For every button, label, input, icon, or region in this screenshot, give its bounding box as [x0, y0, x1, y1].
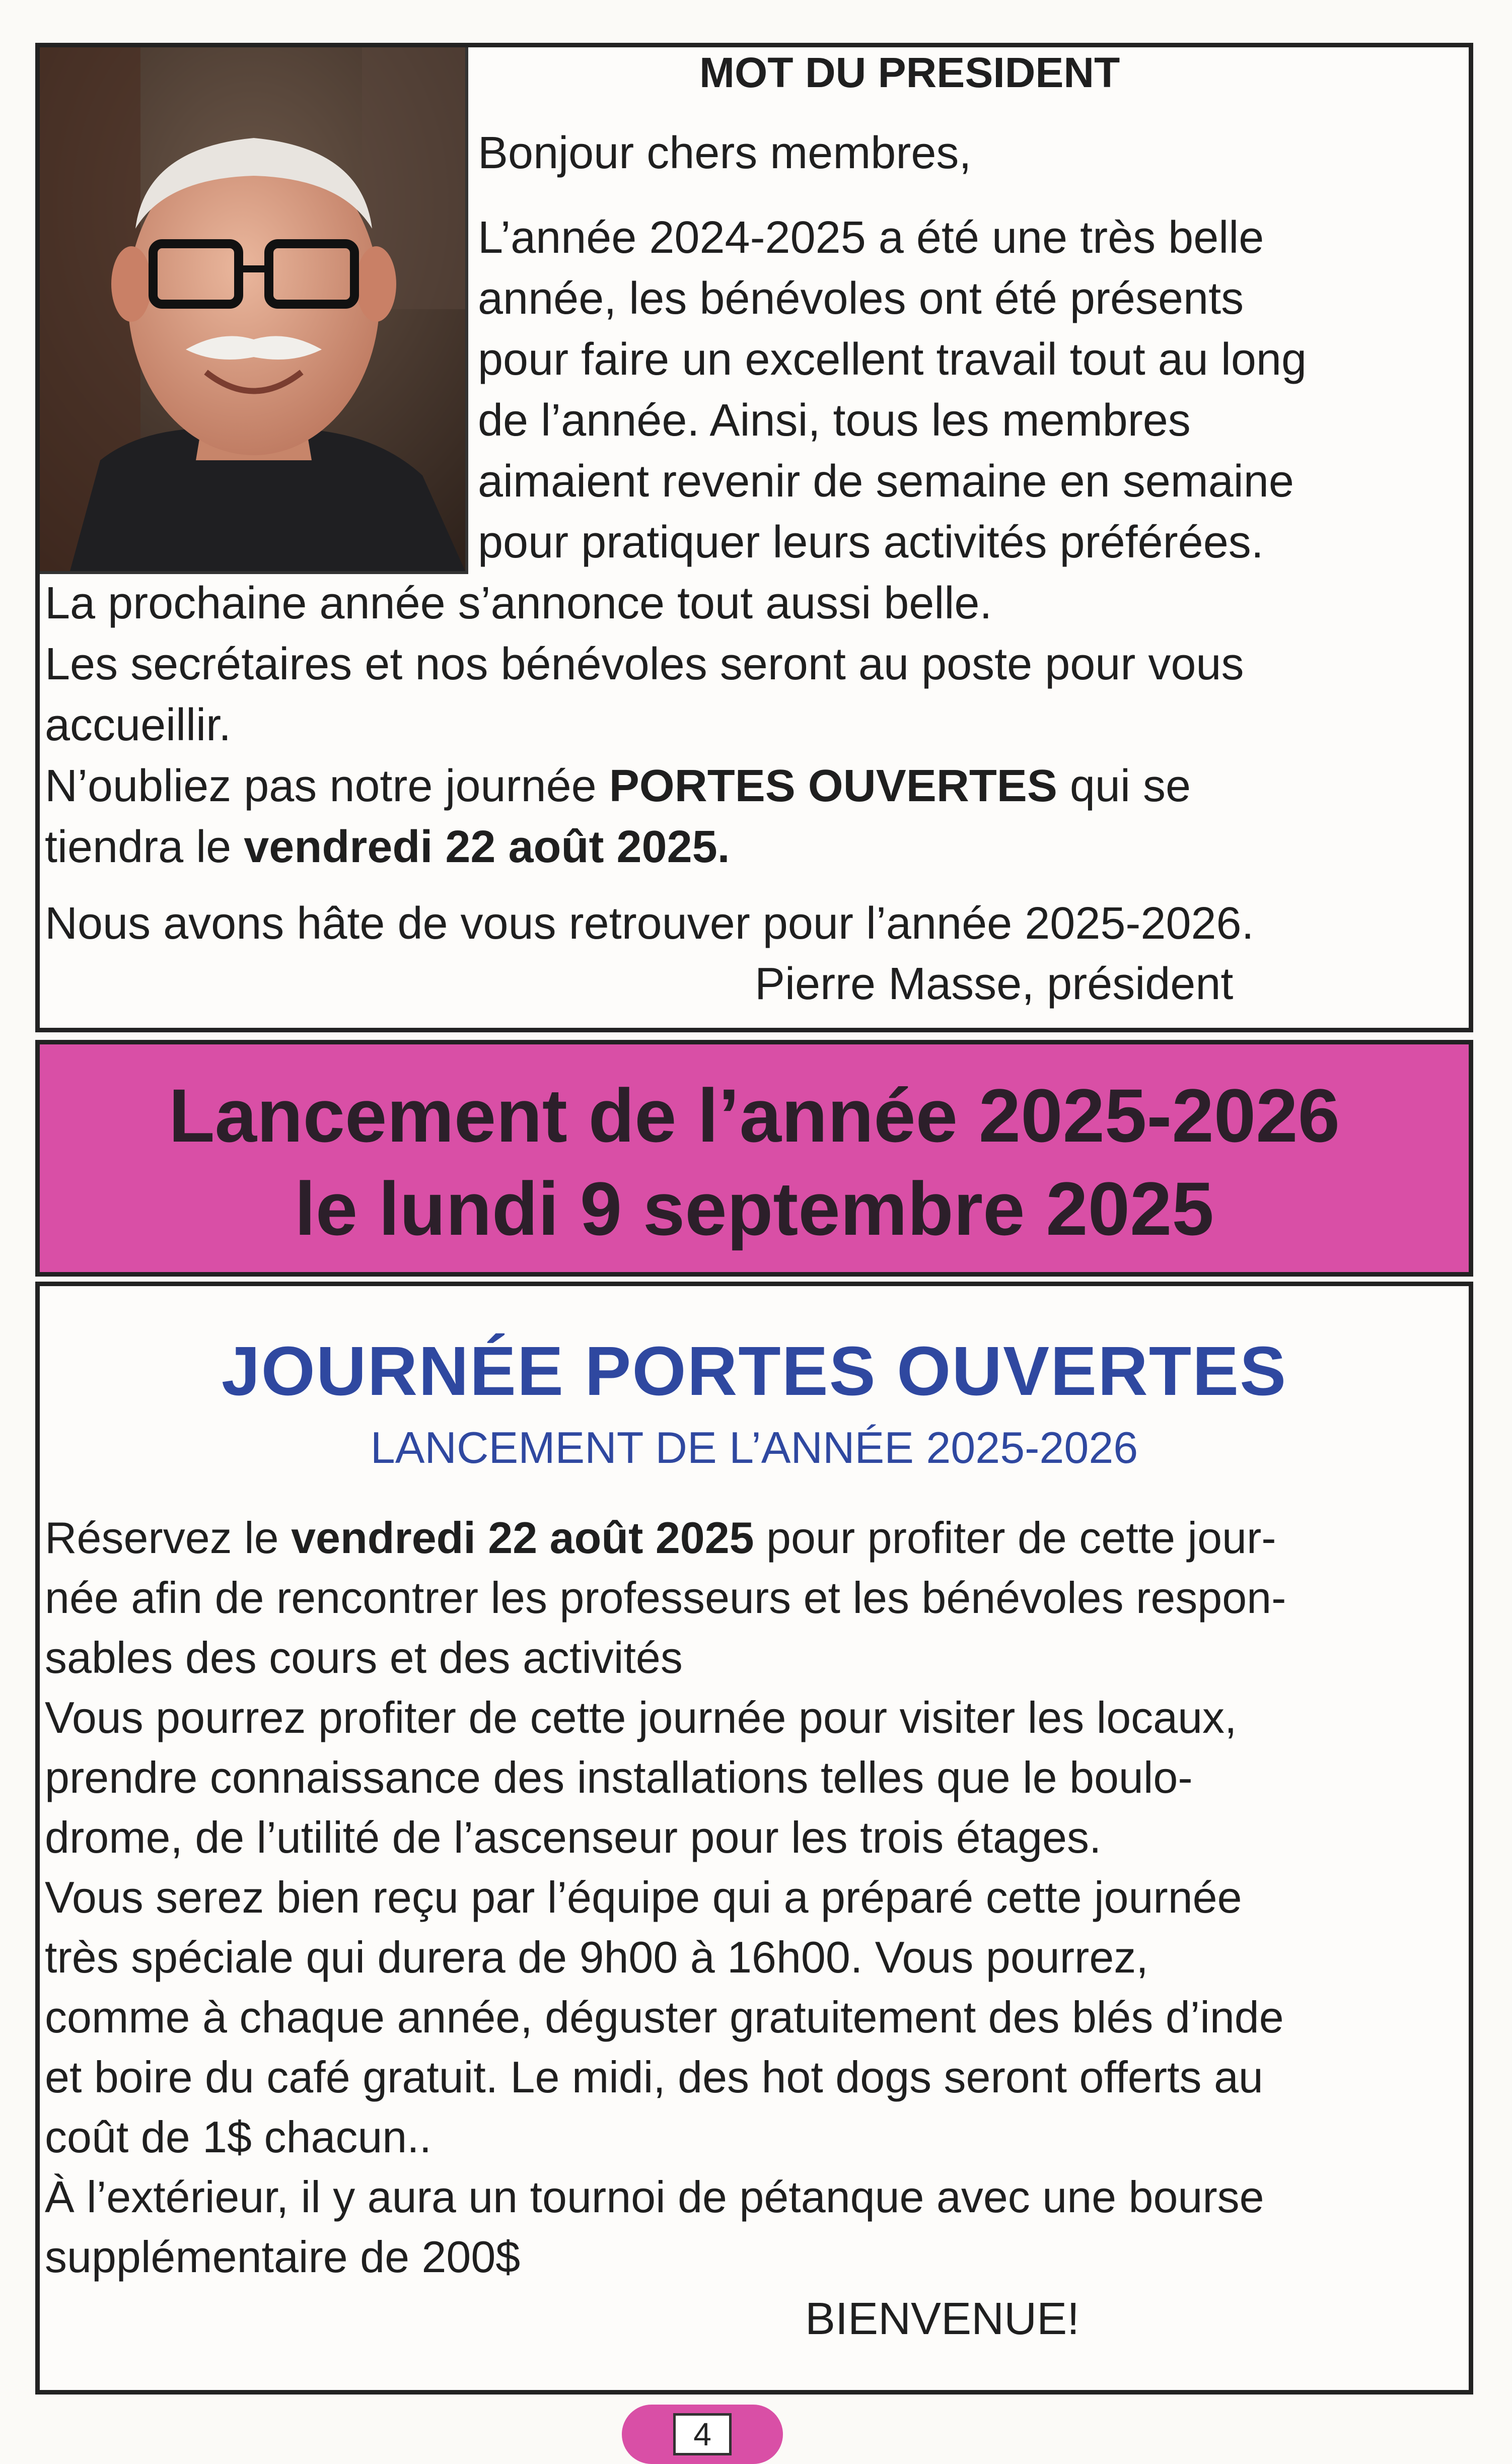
greeting: Bonjour chers membres,	[478, 128, 972, 178]
open-house-subtitle: LANCEMENT DE L’ANNÉE 2025-2026	[370, 1423, 1138, 1472]
paragraph-line: comme à chaque année, déguster gratuitement des blés d’inde	[45, 1992, 1284, 2042]
paragraph-line: très spéciale qui durera de 9h00 à 16h00. Vous pourrez,	[45, 1932, 1148, 1982]
paragraph-line: À l’extérieur, il y aura un tournoi de pétanque avec une bourse	[45, 2172, 1264, 2222]
paragraph-line: née afin de rencontrer les professeurs et les bénévoles respon-	[45, 1573, 1286, 1623]
paragraph-line: et boire du café gratuit. Le midi, des hot dogs seront offerts au	[45, 2052, 1263, 2102]
paragraph-line: supplémentaire de 200$	[45, 2232, 521, 2282]
paragraph-line: aimaient revenir de semaine en semaine	[478, 456, 1294, 507]
paragraph-line: Vous serez bien reçu par l’équipe qui a préparé cette journée	[45, 1872, 1242, 1922]
paragraph-line: N’oubliez pas notre journée PORTES OUVERTES qui se	[45, 761, 1191, 811]
page-number: 4	[673, 2413, 732, 2455]
paragraph-line: sables des cours et des activités	[45, 1633, 683, 1682]
president-portrait-image	[40, 47, 465, 571]
president-closing: Nous avons hâte de vous retrouver pour l’année 2025-2026.	[45, 898, 1254, 949]
paragraph-line: Réservez le vendredi 22 août 2025 pour profiter de cette jour-	[45, 1513, 1276, 1563]
paragraph-line: drome, de l’utilité de l’ascenseur pour les trois étages.	[45, 1812, 1102, 1862]
paragraph-line: de l’année. Ainsi, tous les membres	[478, 395, 1191, 446]
president-signature: Pierre Masse, président	[755, 959, 1234, 1009]
paragraph-line: tiendra le vendredi 22 août 2025.	[45, 822, 730, 872]
open-house-date-bold: vendredi 22 août 2025	[291, 1513, 754, 1563]
paragraph-line: L’année 2024-2025 a été une très belle	[478, 213, 1264, 263]
open-house-date: vendredi 22 août 2025.	[244, 822, 730, 872]
paragraph-line: année, les bénévoles ont été présents	[478, 273, 1244, 324]
welcome-text: BIENVENUE!	[805, 2294, 1080, 2344]
launch-line-1: Lancement de l’année 2025-2026	[168, 1073, 1340, 1158]
page-number-badge	[622, 2405, 783, 2464]
open-house-box	[35, 1282, 1473, 2395]
paragraph-line: Vous pourrez profiter de cette journée pour visiter les locaux,	[45, 1693, 1237, 1742]
launch-line-2: le lundi 9 septembre 2025	[295, 1166, 1214, 1251]
paragraph-line: accueillir.	[45, 700, 232, 750]
paragraph-line: coût de 1$ chacun..	[45, 2112, 432, 2162]
paragraph-line: pour faire un excellent travail tout au long	[478, 334, 1307, 385]
president-paragraph-2	[45, 573, 1244, 878]
open-house-emphasis: PORTES OUVERTES	[609, 761, 1057, 811]
paragraph-line: prendre connaissance des installations telles que le boulo-	[45, 1752, 1193, 1802]
paragraph-line: pour pratiquer leurs activités préférées.	[478, 517, 1264, 568]
open-house-text	[45, 1508, 1286, 2287]
president-photo	[40, 47, 468, 574]
president-heading: MOT DU PRESIDENT	[699, 49, 1120, 96]
launch-banner	[35, 1040, 1473, 1277]
paragraph-line: La prochaine année s’annonce tout aussi belle.	[45, 578, 992, 628]
open-house-title: JOURNÉE PORTES OUVERTES	[221, 1332, 1287, 1410]
president-paragraph-1	[478, 207, 1307, 573]
paragraph-line: Les secrétaires et nos bénévoles seront au poste pour vous	[45, 639, 1244, 689]
president-message-box	[35, 43, 1473, 1032]
